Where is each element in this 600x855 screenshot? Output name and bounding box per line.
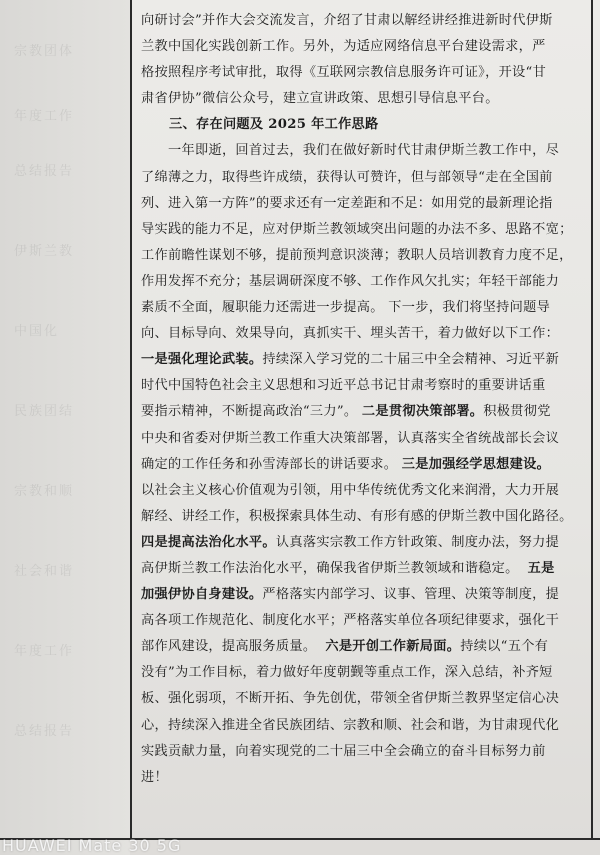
text-line: 高各项工作规范化、制度化水平；严格落实单位各项纪律要求，强化干 bbox=[141, 613, 560, 629]
text-span: 部作风建设，提高服务质量。 bbox=[141, 639, 317, 655]
text-line: 以社会主义核心价值观为引领，用中华传统优秀文化来润滑，大力开展 bbox=[141, 482, 560, 498]
bold-point-6: 六是开创工作新局面。 bbox=[325, 639, 461, 655]
text-line: 向、目标导向、效果导向，真抓实干、埋头苦干，着力做好以下工作： bbox=[141, 326, 560, 342]
left-margin-column bbox=[0, 0, 130, 855]
faded-text: 宗教团体 bbox=[14, 44, 75, 59]
text-line: 心，持续深入推进全省民族团结、宗教和顺、社会和谐，为甘肃现代化 bbox=[141, 717, 560, 733]
text-line: 板、强化弱项，不断开拓、争先创优，带领全省伊斯兰教界坚定信心决 bbox=[141, 691, 560, 707]
bold-point-2: 二是贯彻决策部署。 bbox=[361, 404, 484, 420]
section-heading: 三、存在问题及 2025 年工作思路 bbox=[169, 117, 379, 133]
text-line bbox=[141, 582, 584, 608]
bold-point-1: 一是强化理论武装。 bbox=[141, 352, 263, 368]
text-span: 高伊斯兰教工作法治化水平，确保我省伊斯兰教领域和谐稳定。 bbox=[141, 560, 519, 576]
bold-point-4: 四是提高法治化水平。 bbox=[141, 534, 276, 550]
text-line: 向研讨会”并作大会交流发言，介绍了甘肃以解经讲经推进新时代伊斯 bbox=[141, 13, 553, 28]
bold-point-5: 加强伊协自身建设。 bbox=[141, 587, 263, 603]
faded-text: 年度工作 bbox=[14, 644, 75, 659]
text-span: 要指示精神，不断提高政治“三力”。 bbox=[141, 404, 358, 420]
text-line: 一年即逝，回首过去，我们在做好新时代甘肃伊斯兰教工作中，尽 bbox=[168, 143, 560, 159]
text-line: 工作前瞻性谋划不够，提前预判意识淡薄；教职人员培训教育力度不足， bbox=[141, 247, 573, 263]
text-line: 没有”为工作目标，着力做好年度朝觐等重点工作，深入总结，补齐短 bbox=[141, 665, 553, 681]
document-body bbox=[141, 8, 584, 791]
text-line: 了绵薄之力，取得些许成绩，获得认可赞许，但与部领导“走在全国前 bbox=[141, 169, 553, 185]
camera-watermark: HUAWEI Mate 30 5G bbox=[2, 836, 182, 855]
faded-text: 总结报告 bbox=[14, 724, 75, 739]
text-line: 解经、讲经工作，积极探索具体生动、有形有感的伊斯兰教中国化路径。 bbox=[141, 508, 573, 524]
text-line: 格按照程序考试审批，取得《互联网宗教信息服务许可证》，开设“甘 bbox=[141, 65, 547, 81]
bold-point-5-start: 五是 bbox=[527, 560, 555, 576]
text-line bbox=[141, 452, 584, 478]
text-line: 时代中国特色社会主义思想和习近平总书记甘肃考察时的重要讲话重 bbox=[141, 378, 546, 394]
text-span: 持续以“五个有 bbox=[460, 639, 549, 655]
text-span: 持续深入学习党的二十届三中全会精神、习近平新 bbox=[262, 352, 560, 368]
text-line: 素质不全面，履职能力还需进一步提高。 下一步，我们将坚持问题导 bbox=[141, 300, 551, 316]
text-line bbox=[141, 347, 584, 373]
table-border-left bbox=[130, 0, 132, 840]
table-border-right bbox=[591, 0, 593, 840]
faded-text: 总结报告 bbox=[14, 164, 75, 179]
text-line bbox=[141, 634, 584, 660]
text-line: 实践贡献力量，向着实现党的二十届三中全会确立的奋斗目标努力前 bbox=[141, 743, 546, 759]
text-span: 确定的工作任务和孙雪涛部长的讲话要求。 bbox=[141, 456, 398, 472]
text-line: 兰教中国化实践创新工作。另外，为适应网络信息平台建设需求，严 bbox=[141, 39, 546, 55]
text-line: 列、进入第一方阵”的要求还有一定差距和不足：如用党的最新理论指 bbox=[141, 195, 553, 211]
faded-text: 中国化 bbox=[14, 324, 60, 339]
text-line: 导实践的能力不足，应对伊斯兰教领域突出问题的办法不多、思路不宽； bbox=[141, 221, 573, 237]
text-span: 认真落实宗教工作方针政策、制度办法，努力提 bbox=[275, 534, 560, 550]
faded-text: 社会和谐 bbox=[14, 564, 75, 579]
text-line: 作用发挥不充分；基层调研深度不够、工作作风欠扎实；年轻干部能力 bbox=[141, 273, 560, 289]
text-line bbox=[141, 530, 584, 556]
text-span: 严格落实内部学习、议事、管理、决策等制度，提 bbox=[262, 587, 560, 603]
faded-text: 年度工作 bbox=[14, 109, 75, 124]
faded-text: 宗教和顺 bbox=[14, 484, 75, 499]
bold-point-3: 三是加强经学思想建设。 bbox=[401, 456, 551, 472]
text-span: 积极贯彻党 bbox=[483, 404, 551, 420]
faded-text: 民族团结 bbox=[14, 404, 75, 419]
text-line bbox=[141, 399, 584, 425]
text-line: 进！ bbox=[141, 769, 168, 785]
text-line: 中央和省委对伊斯兰教工作重大决策部署，认真落实全省统战部长会议 bbox=[141, 430, 560, 446]
text-line: 肃省伊协”微信公众号，建立宣讲政策、思想引导信息平台。 bbox=[141, 91, 499, 107]
text-line bbox=[141, 556, 584, 582]
faded-text: 伊斯兰教 bbox=[14, 244, 75, 259]
